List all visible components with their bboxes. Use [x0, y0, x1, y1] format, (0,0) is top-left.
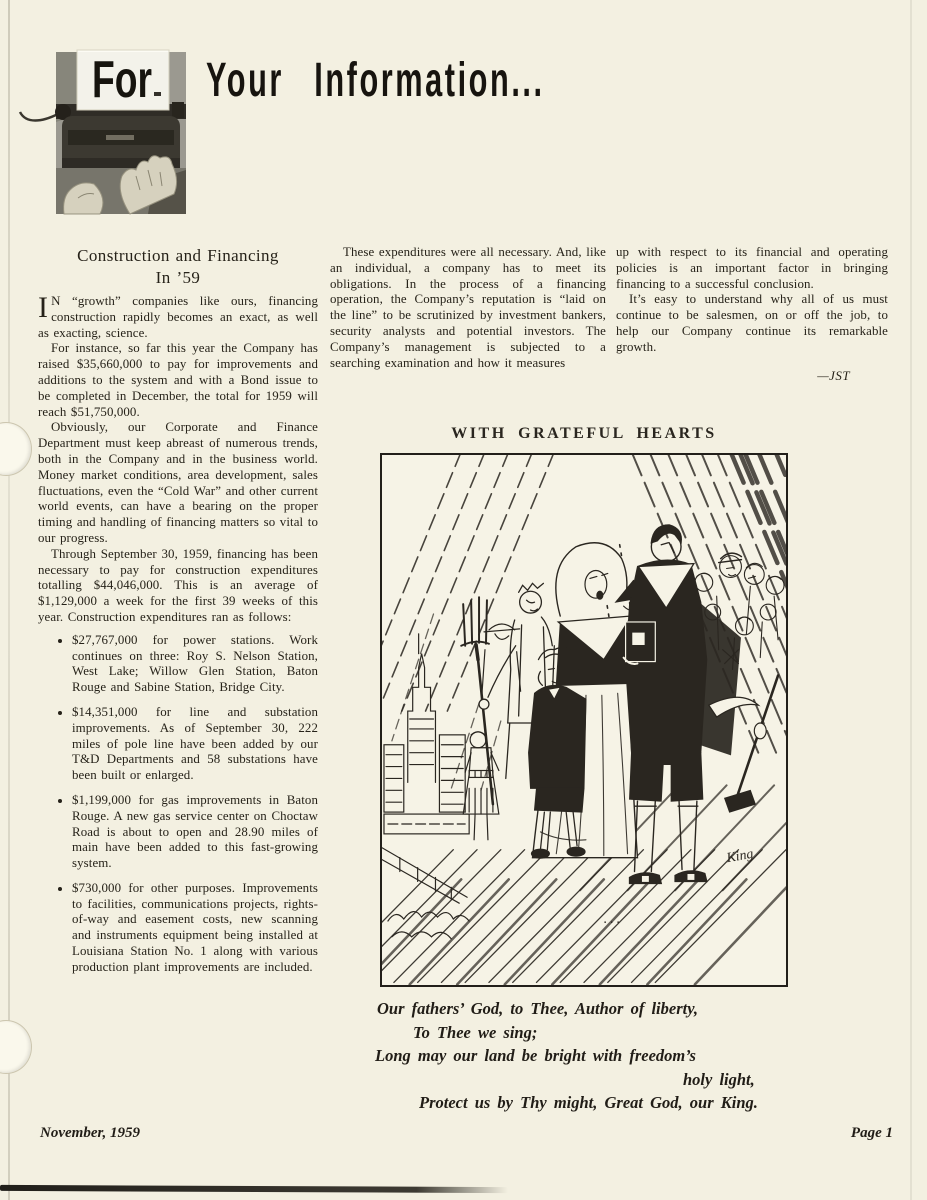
artist-signature: King	[725, 845, 755, 866]
issue-date: November, 1959	[40, 1125, 140, 1141]
poem	[345, 997, 825, 1115]
poem-line: Protect us by Thy might, Great God, our King.	[419, 1093, 758, 1112]
article-paragraph-4: Through September 30, 1959, financing has been necessary to pay for construction expenditures totalling $44,046,000. This is an average of $1,129,000 a week for the first 39 weeks of this year. Construction expenditures ran as follows:	[38, 546, 318, 624]
paragraph-text: “growth” companies like ours, financing construction rapidly becomes an exact, as well as exacting, science.	[38, 294, 318, 340]
typewriter-photo-art	[56, 52, 186, 214]
scan-bottom-edge	[0, 1185, 508, 1193]
list-item: • $14,351,000 for line and substation improvements. As of September 30, 222 miles of pole line have been added by our T&D Departments and 58 substations have been built or enlarged.	[72, 705, 318, 784]
binder-hole-bottom	[0, 1020, 32, 1074]
poem-line: holy light,	[683, 1069, 755, 1089]
list-item: • $1,199,000 for gas improvements in Baton Rouge. A new gas service center on Choctaw Road is about to open and 28.90 miles of main have been added to this fast-growing system.	[72, 793, 318, 872]
article-paragraph-6: up with respect to its financial and operating policies is an important factor in bringing financing to a successful conclusion.	[616, 245, 888, 291]
grateful-hearts-illustration-art	[382, 455, 786, 985]
article-title-line2: In ’59	[155, 268, 201, 287]
drop-cap: I	[38, 291, 49, 324]
article-paragraph-1	[38, 291, 318, 341]
poem-line: Our fathers’ God, to Thee, Author of liberty,	[377, 999, 699, 1018]
article-paragraph-5: These expenditures were all necessary. And, like an individual, a company has to meet its obligations. In the process of a financing operation, the Company’s reputation is “laid on the line” to be scrutinized by investment bankers, security analysts and potential investors. The Company’s management is subjected to a searching examination and how it measures	[330, 245, 606, 370]
typewriter-photo	[56, 52, 186, 214]
article-title	[38, 245, 318, 289]
author-initials: —JST	[817, 368, 850, 383]
list-item: • $27,767,000 for power stations. Work continues on three: Roy S. Nelson Station, West Lake; Willow Glen Station, Baton Rouge and Sabine Station, Bridge City.	[72, 633, 318, 696]
drop-cap-n: N	[51, 294, 61, 308]
binder-hole-top	[0, 422, 32, 476]
article-title-line1: Construction and Financing	[77, 246, 279, 265]
masthead-title: Your Information...	[206, 54, 545, 107]
article-column-3	[616, 245, 888, 384]
masthead-for-word: For	[92, 51, 152, 109]
grateful-hearts-illustration	[380, 453, 788, 987]
poem-line: To Thee we sing;	[413, 1022, 538, 1042]
article-paragraph-3: Obviously, our Corporate and Finance Department must keep abreast of numerous trends, both in the Company and in the business world. Money market conditions, area development, sales fluctuations, even the “Cold War” and other current world events, can have a bearing on the proper timing and handling of financing matters so vital to our progress.	[38, 420, 318, 545]
scan-edge-shadow	[910, 0, 912, 1200]
article-column-1	[38, 245, 318, 985]
feature-heading: WITH GRATEFUL HEARTS	[451, 425, 717, 442]
poem-line: Long may our land be bright with freedom’s	[375, 1046, 696, 1065]
article-paragraph-2: For instance, so far this year the Company has raised $35,660,000 to pay for improvements and additions to the system and with a Bond issue to be completed in December, the total for 1959 will reach $51,750,000.	[38, 341, 318, 419]
expenditure-list	[38, 633, 318, 976]
list-item: • $730,000 for other purposes. Improvements to facilities, communications projects, rights-of-way and easement costs, new scanning and instruments equipment being installed at Louisiana Station No. 1 along with various production plant improvements are included.	[72, 881, 318, 976]
page-footer	[0, 1125, 927, 1142]
article-paragraph-7: It’s easy to understand why all of us must continue to be salesmen, on or off the job, to help our Company continue its remarkable growth.	[616, 292, 888, 354]
page-number: Page 1	[850, 1125, 893, 1141]
ground-dots: ...	[601, 912, 622, 926]
article-column-2	[330, 245, 606, 371]
